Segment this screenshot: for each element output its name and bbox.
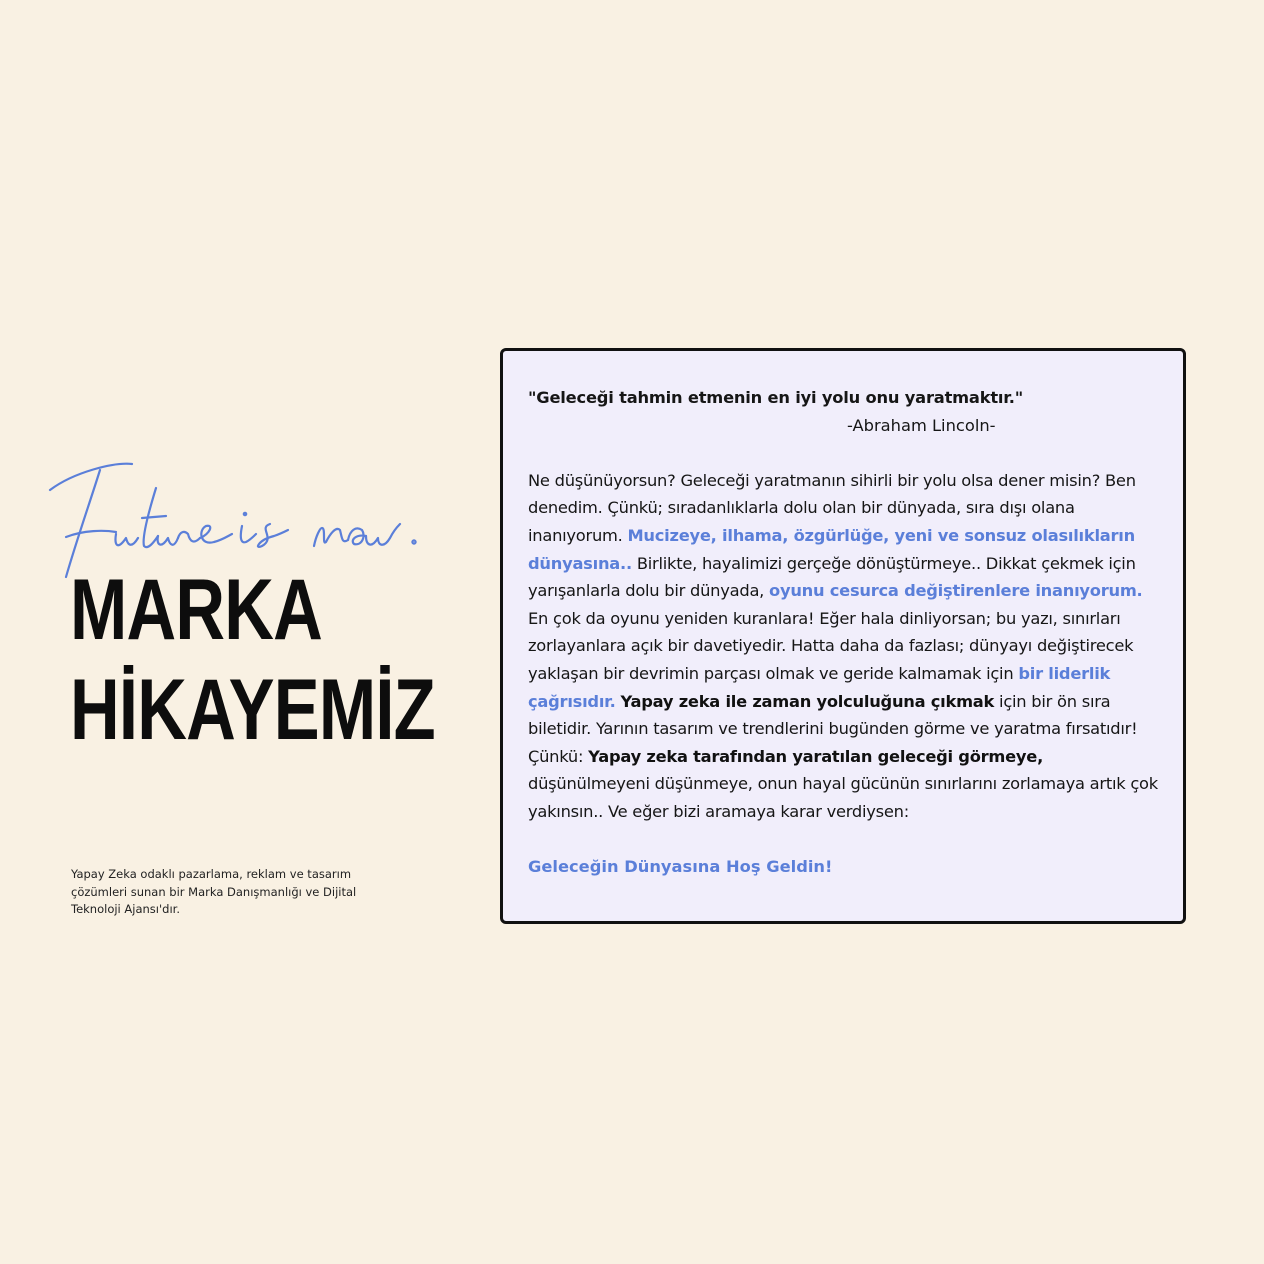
- bold-text: Yapay zeka tarafından yaratılan geleceği görmeye,: [588, 746, 1044, 766]
- story-text: En çok da oyunu yeniden kuranlara! Eğer hala dinliyorsan; bu yazı, sınırları zorlayanlara açık bir davetiyedir. Hatta daha da fazlası; dünyayı değiştirecek yaklaşan bir devrimin parçası olmak ve geride kalmamak için: [528, 608, 1134, 683]
- quote-author: -Abraham Lincoln-: [847, 415, 996, 435]
- brand-story-card: [500, 348, 1186, 924]
- story-text: Ne düşünüyorsun? Geleceği yaratmanın sihirli bir yolu olsa dener misin? Ben denedim. Çünkü; sıradanlıklarla dolu olan bir dünyada, sıra dışı olana inanıyorum.: [528, 470, 1136, 545]
- title-line-2: HİKAYEMİZ: [70, 662, 435, 758]
- bold-text: Yapay zeka ile zaman yolculuğuna çıkmak: [620, 691, 995, 711]
- story-text: için bir ön sıra biletidir. Yarının tasarım ve trendlerini bugünden görme ve yaratma fırsatıdır! Çünkü:: [528, 691, 1138, 766]
- story-text: düşünülmeyeni düşünmeye, onun hayal gücünün sınırlarını zorlamaya artık çok yakınsın.. Ve eğer bizi aramaya karar verdiysen:: [528, 774, 1158, 821]
- highlight-text: oyunu cesurca değiştirenlere inanıyorum.: [769, 581, 1143, 601]
- agency-description: Yapay Zeka odaklı pazarlama, reklam ve tasarım çözümleri sunan bir Marka Danışmanlığı ve Dijital Teknoloji Ajansı'dır.: [71, 867, 357, 916]
- highlight-text: Mucizeye, ilhama, özgürlüğe, yeni ve sonsuz olasılıkların dünyasına..: [528, 525, 1135, 573]
- story-text: Birlikte, hayalimizi gerçeğe dönüştürmeye.. Dikkat çekmek için yarışanlarla dolu bir dünyada,: [528, 553, 1136, 601]
- page-title: [70, 560, 435, 760]
- welcome-message: Geleceğin Dünyasına Hoş Geldin!: [528, 857, 833, 877]
- title-line-1: MARKA: [70, 562, 323, 658]
- highlight-text: bir liderlik çağrısıdır.: [528, 663, 1111, 711]
- story-paragraph: [528, 467, 1163, 826]
- quote-text: "Geleceği tahmin etmenin en iyi yolu onu yaratmaktır.": [528, 388, 1024, 407]
